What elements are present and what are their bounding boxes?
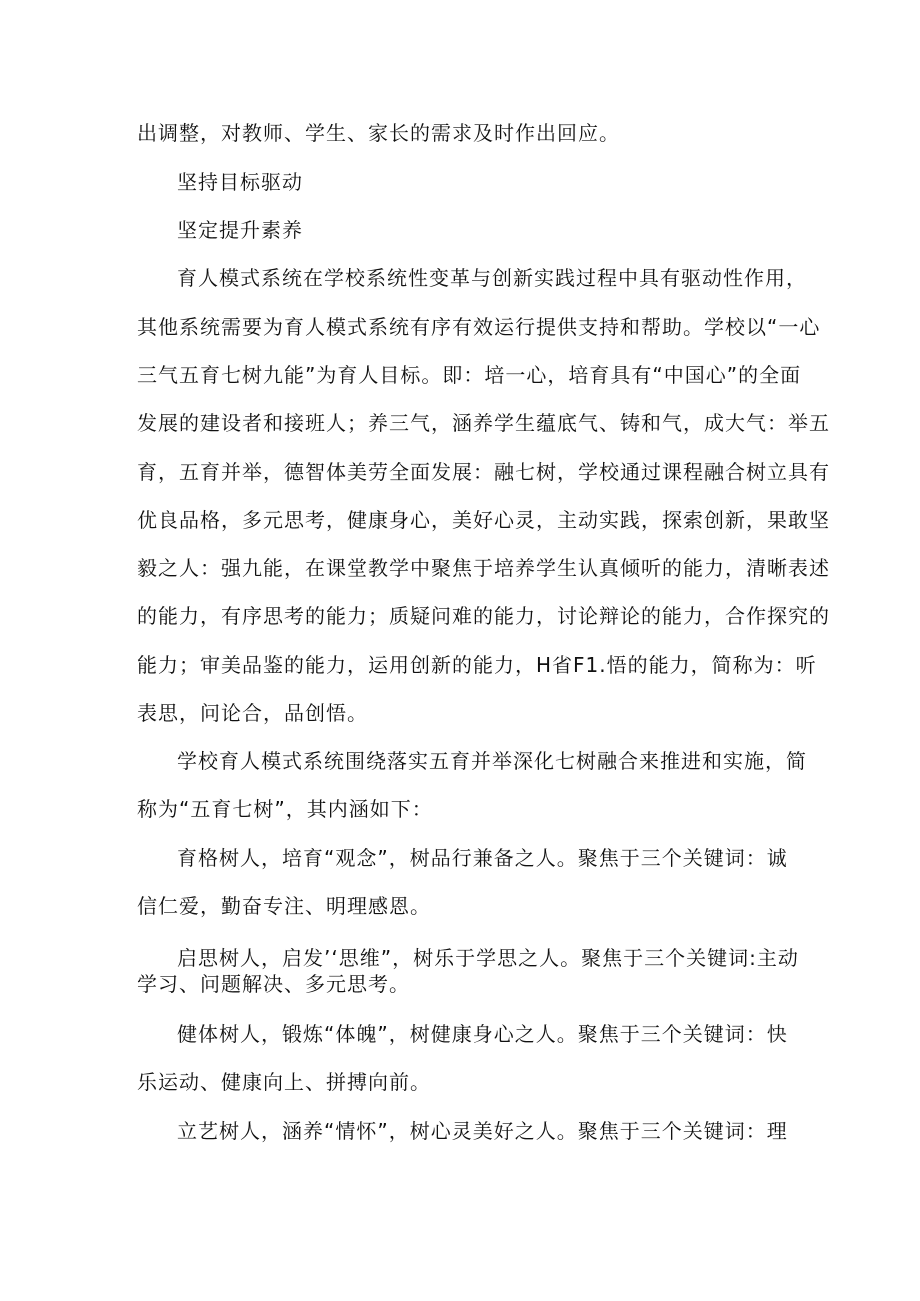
text-line: 学习、问题解决、多元思考。 [137, 972, 410, 996]
text-line: 发展的建设者和接班人；养三气，涵养学生蕴底气、铸和气，成大气：举五 [137, 411, 830, 435]
text-line: 乐运动、健康向上、拼搏向前。 [137, 1070, 431, 1094]
text-line: 信仁爱，勤奋专注、明理感恩。 [137, 894, 431, 918]
text-line: 毅之人：强九能，在课堂教学中聚焦于培养学生认真倾听的能力，清晰表述 [137, 556, 830, 580]
text-line: 学校育人模式系统围绕落实五育并举深化七树融合来推进和实施，简 [177, 749, 807, 773]
text-line: 能力；审美品鉴的能力，运用创新的能力，H省F1.悟的能力，简称为：听 [137, 653, 817, 677]
text-line: 出调整，对教师、学生、家长的需求及时作出回应。 [137, 121, 620, 145]
text-line: 育，五育并举，德智体美劳全面发展：融七树，学校通过课程融合树立具有 [137, 460, 830, 484]
text-line: 的能力，有序思考的能力；质疑问难的能力，讨论辩论的能力，合作探究的 [137, 604, 830, 628]
text-line: 启思树人，启发’‘思维”，树乐于学思之人。聚焦于三个关键词:主动 [177, 946, 799, 970]
text-line: 其他系统需要为育人模式系统有序有效运行提供支持和帮助。学校以“一心 [137, 315, 821, 339]
text-line: 三气五育七树九能”为育人目标。即：培一心，培育具有“中国心”的全面 [137, 363, 802, 387]
text-line: 立艺树人，涵养“情怀”，树心灵美好之人。聚焦于三个关键词：理 [177, 1119, 788, 1143]
text-line: 坚持目标驱动 [177, 170, 303, 194]
text-line: 称为“五育七树”，其内涵如下： [137, 797, 433, 821]
text-line: 表思，问论合，品创悟。 [137, 701, 368, 725]
text-line: 育格树人，培育“观念”，树品行兼备之人。聚焦于三个关键词：诚 [177, 846, 788, 870]
text-line: 优良品格，多元思考，健康身心，美好心灵，主动实践，探索创新，果敢坚 [137, 508, 830, 532]
text-line: 健体树人，锻炼“体魄”，树健康身心之人。聚焦于三个关键词：快 [177, 1022, 788, 1046]
text-line: 坚定提升素养 [177, 218, 303, 242]
text-line: 育人模式系统在学校系统性变革与创新实践过程中具有驱动性作用， [177, 266, 807, 290]
